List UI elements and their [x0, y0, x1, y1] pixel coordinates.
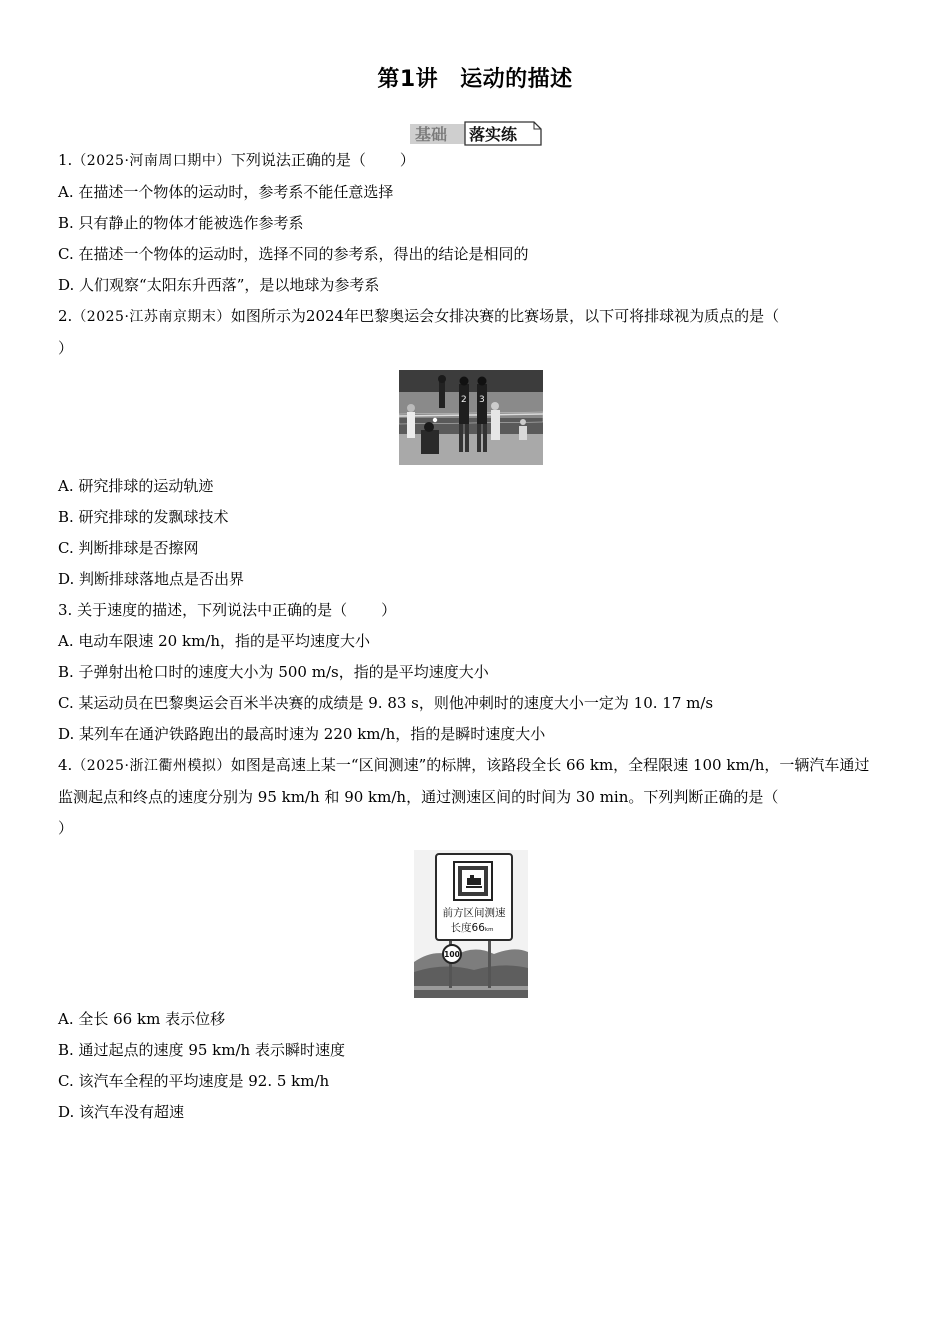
question-number: 3. — [58, 601, 73, 619]
volleyball-figure — [58, 370, 884, 465]
option-b: B. 子弹射出枪口时的速度大小为 500 m/s，指的是平均速度大小 — [58, 663, 489, 681]
option-d: D. 人们观察“太阳东升西落”，是以地球为参考系 — [58, 276, 380, 294]
speed-sign-photo — [414, 850, 528, 998]
option-b: B. 只有静止的物体才能被选作参考系 — [58, 214, 304, 232]
question-source: （2025·江苏南京期末） — [72, 309, 231, 325]
question-text: 关于速度的描述，下列说法中正确的是（ — [77, 601, 348, 619]
option-a: A. 电动车限速 20 km/h，指的是平均速度大小 — [58, 632, 371, 650]
question-number: 4. — [58, 756, 73, 774]
question-text: 如图所示为2024年巴黎奥运会女排决赛的比赛场景，以下可将排球视为质点的是（ — [230, 307, 780, 325]
jersey-number-a: 2 — [461, 395, 467, 405]
question-1-stem: 1.（2025·河南周口期中）下列说法正确的是（ ） — [58, 151, 415, 169]
option-d: D. 判断排球落地点是否出界 — [58, 570, 245, 588]
banner-right-text: 落实练 — [469, 125, 518, 144]
speed-sign-figure — [58, 850, 884, 998]
question-4 — [58, 750, 884, 1128]
volleyball-photo — [399, 370, 543, 465]
question-2-stem: 2.（2025·江苏南京期末）如图所示为2024年巴黎奥运会女排决赛的比赛场景，以下可将排球视为质点的是（ ） — [58, 307, 780, 357]
option-a: A. 全长 66 km 表示位移 — [58, 1010, 226, 1028]
speed-limit-value: 100 — [444, 950, 460, 959]
option-d: D. 某列车在通沪铁路跑出的最高时速为 220 km/h，指的是瞬时速度大小 — [58, 725, 546, 743]
option-d: D. 该汽车没有超速 — [58, 1103, 185, 1121]
option-a: A. 在描述一个物体的运动时，参考系不能任意选择 — [58, 183, 394, 201]
jersey-number-b: 3 — [479, 395, 485, 405]
sign-text-line1: 前方区间测速 — [442, 907, 506, 919]
option-b: B. 通过起点的速度 95 km/h 表示瞬时速度 — [58, 1041, 345, 1059]
option-c: C. 某运动员在巴黎奥运会百米半决赛的成绩是 9. 83 s，则他冲刺时的速度大小一定为 10. 17 m/s — [58, 694, 714, 712]
option-c: C. 该汽车全程的平均速度是 92. 5 km/h — [58, 1072, 330, 1090]
question-2 — [58, 301, 884, 595]
question-3 — [58, 595, 884, 750]
lecture-title: 运动的描述 — [460, 67, 573, 92]
lecture-number: 第1讲 — [377, 67, 439, 92]
question-source: （2025·河南周口期中） — [72, 153, 231, 169]
page-title — [0, 62, 950, 93]
question-text: 如图是高速上某一“区间测速”的标牌，该路段全长 66 km，全程限速 100 km/h，一辆汽车通过监测起点和终点的速度分别为 95 km/h 和 90 km/h，通过测速区间的时间为 30 min。下列判断正确的是（ — [58, 756, 870, 806]
question-list — [58, 145, 884, 1128]
option-c: C. 在描述一个物体的运动时，选择不同的参考系，得出的结论是相同的 — [58, 245, 529, 263]
question-3-stem: 3. 关于速度的描述，下列说法中正确的是（ ） — [58, 601, 397, 619]
question-1 — [58, 145, 884, 301]
option-a: A. 研究排球的运动轨迹 — [58, 477, 214, 495]
question-number: 1. — [58, 151, 73, 169]
question-4-stem: 4.（2025·浙江衢州模拟）如图是高速上某一“区间测速”的标牌，该路段全长 66 km，全程限速 100 km/h，一辆汽车通过监测起点和终点的速度分别为 95 km/h 和 90 km/h，通过测速区间的时间为 30 min。下列判断正确的是（ ） — [58, 756, 870, 837]
option-c: C. 判断排球是否擦网 — [58, 539, 199, 557]
question-text: 下列说法正确的是（ — [230, 151, 366, 169]
question-number: 2. — [58, 307, 73, 325]
question-source: （2025·浙江衢州模拟） — [72, 758, 231, 774]
sign-text-line2: 长度66km — [450, 922, 494, 934]
option-b: B. 研究排球的发飘球技术 — [58, 508, 229, 526]
banner-left-text: 基础 — [415, 125, 448, 144]
section-banner — [410, 119, 542, 147]
